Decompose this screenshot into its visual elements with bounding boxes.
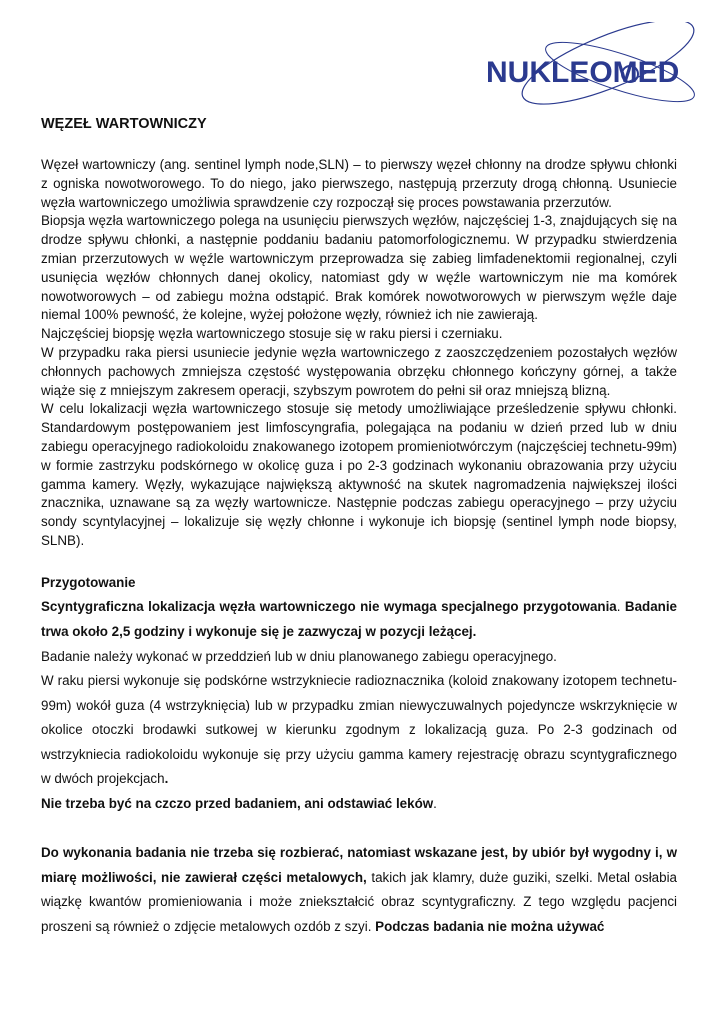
preparation-bold-6: Podczas badania nie można używać xyxy=(375,919,605,935)
intro-paragraph-4: W przypadku raka piersi usuniecie jedynie węzła wartowniczego z zaoszczędzeniem pozostałych węzłów chłonnych pachowych zmniejsza częstość występowania obrzęku chłonnego kończyny górnej, a także wiąże się z mniejszym zakresem operacji, szybszym powrotem do pełni sił oraz mniejszą blizną. xyxy=(41,344,677,398)
preparation-bold-1a: Scyntygraficzna lokalizacja węzła wartowniczego nie wymaga specjalnego przygotowania xyxy=(41,599,617,615)
intro-paragraph-2: Biopsja węzła wartowniczego polega na usunięciu pierwszych węzłów, najczęściej 1-3, znajdujących się na drodze spływu chłonki, a następnie poddaniu badaniu patomorfologicznemu. W przypadku stwierdzenia zmian przerzutowych w węźle wartowniczym przeprowadza się zabieg limfadenektomii regionalnej, czyli usunięcia węzłów chłonnych danej okolicy, natomiast gdy w węźle wartowniczym nie ma komórek nowotworowych – od zabiegu można odstąpić. Brak komórek nowotworowych w pierwszym węźle daje niemal 100% pewność, że kolejne, wyżej położone węzły, również ich nie zawierają. xyxy=(41,213,677,323)
preparation-bold-5: Do wykonania badania nie trzeba się rozbierać, natomiast wskazane jest, by ubiór był wygodny i, w miarę możliwości, nie zawierał części metalowych, xyxy=(41,845,677,885)
preparation-paragraph-5 xyxy=(41,841,677,939)
preparation-dot-4: . xyxy=(433,796,437,812)
preparation-text-3: W raku piersi wykonuje się podskórne wstrzykniecie radioznacznika (koloid znakowany izotopem technetu-99m) wokół guza (4 wstrzyknięcia) lub w przypadku zmian niewyczuwalnych pojedyncze wskrzyknięcie w okolice otoczki brodawki sutkowej w kierunku zgodnym z lokalizacją guza. Po 2-3 godzinach od wstrzykniecia radiokoloidu wykonuje się przy użyciu gamma kamery rejestrację obrazu scyntygraficznego w dwóch projekcjach xyxy=(41,673,677,787)
intro-paragraph-5: W celu lokalizacji węzła wartowniczego stosuje się metody umożliwiające prześledzenie spływu chłonki. Standardowym postępowaniem jest limfoscyngrafia, polegająca na podaniu w dzień przed lub w dniu zabiegu operacyjnego radiokoloidu znakowanego izotopem promieniotwórczym (najczęściej technetu-99m) w formie zastrzyku podskórnego w okolicę guza i po 2-3 godzinach wykonaniu obrazowania przy użyciu gamma kamery. Węzły, wykazujące największą aktywność na skutek nagromadzenia największej ilości znacznika, uznawane są za węzły wartownicze. Następnie podczas zabiegu operacyjnego – przy użyciu sondy scyntylacyjnej – lokalizuje się węzły chłonne i wykonuje ich biopsję (sentinel lymph node biopsy, SLNB). xyxy=(41,401,677,548)
preparation-text-5: takich jak klamry, duże guziki, szelki. Metal osłabia wiązkę kwantów promieniowania i może zniekształcić obraz scyntygraficzny. Z tego względu pacjenci proszeni są również o zdjęcie metalowych ozdób z szyi. xyxy=(41,869,677,935)
intro-paragraph-3: Najczęściej biopsję węzła wartowniczego stosuje się w raku piersi i czerniaku. xyxy=(41,326,503,342)
preparation-heading xyxy=(41,571,677,596)
intro-paragraph-1: Węzeł wartowniczy (ang. sentinel lymph node,SLN) – to pierwszy węzeł chłonny na drodze spływu chłonki z ogniska nowotworowego. To do niego, jako pierwszego, następują przerzuty drogą chłonną. Usuniecie węzła wartowniczego umożliwia sprawdzenie czy rozpoczął się proces powstawania przerzutów. xyxy=(41,157,677,210)
preparation-section xyxy=(41,571,677,940)
preparation-paragraph-4 xyxy=(41,792,677,817)
preparation-paragraph-1 xyxy=(41,595,677,644)
preparation-bold-4: Nie trzeba być na czczo przed badaniem, ani odstawiać leków xyxy=(41,796,434,812)
nukleomed-logo xyxy=(480,22,710,117)
logo-graphic xyxy=(480,22,710,117)
preparation-dot-3: . xyxy=(164,771,169,787)
preparation-paragraph-2: Badanie należy wykonać w przeddzień lub w dniu planowanego zabiegu operacyjnego. xyxy=(41,648,557,664)
document-title: WĘZEŁ WARTOWNICZY xyxy=(41,116,207,132)
document-body xyxy=(41,112,677,940)
preparation-bold-1b: Badanie trwa około 2,5 godziny i wykonuje się je zazwyczaj w pozycji leżącej. xyxy=(41,599,678,639)
logo-text: NUKLEOMED xyxy=(486,56,680,89)
preparation-heading-text: Przygotowanie xyxy=(41,574,136,590)
preparation-paragraph-3 xyxy=(41,669,677,792)
preparation-dot-1: . xyxy=(616,599,621,615)
